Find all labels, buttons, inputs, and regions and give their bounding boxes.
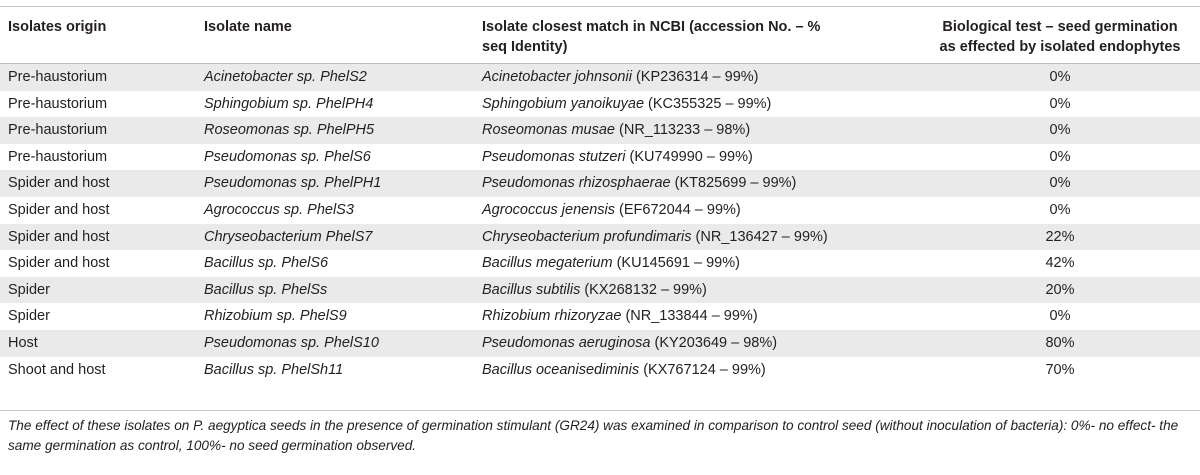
cell-ncbi-match — [474, 197, 920, 224]
match-accession: (KC355325 – 99%) — [644, 95, 772, 112]
header-ncbi-match-text: Isolate closest match in NCBI (accession No. – % seq Identity) — [482, 19, 821, 55]
cell-ncbi-match — [474, 224, 920, 251]
table-row — [0, 277, 1200, 304]
match-species: Bacillus subtilis — [482, 281, 581, 298]
match-accession: (EF672044 – 99%) — [615, 201, 741, 218]
cell-origin: Spider — [8, 281, 50, 298]
cell-origin: Pre-haustorium — [8, 148, 108, 165]
cell-isolate-name: Bacillus sp. PhelS6 — [204, 255, 329, 272]
match-species: Sphingobium yanoikuyae — [482, 95, 645, 112]
cell-isolate-name: Sphingobium sp. PhelPH4 — [204, 95, 374, 112]
table-row — [0, 224, 1200, 251]
cell-germination: 0% — [1049, 175, 1071, 192]
cell-ncbi-match — [474, 330, 920, 357]
cell-germination: 80% — [1045, 334, 1075, 351]
match-accession: (KU145691 – 99%) — [612, 255, 740, 272]
match-species: Rhizobium rhizoryzae — [482, 308, 622, 325]
cell-germination: 0% — [1049, 308, 1071, 325]
cell-isolate-name: Acinetobacter sp. PhelS2 — [204, 69, 367, 85]
cell-germination: 0% — [1049, 95, 1071, 112]
match-accession: (KX268132 – 99%) — [580, 281, 707, 298]
cell-germination: 0% — [1049, 201, 1071, 218]
match-species: Bacillus megaterium — [482, 255, 613, 272]
match-accession: (KU749990 – 99%) — [625, 148, 753, 165]
cell-origin: Spider and host — [8, 175, 110, 192]
table-row — [0, 197, 1200, 224]
isolates-table — [0, 6, 1200, 383]
cell-ncbi-match — [474, 64, 920, 91]
match-species: Roseomonas musae — [482, 122, 615, 139]
table-row — [0, 170, 1200, 197]
cell-isolate-name: Pseudomonas sp. PhelS6 — [204, 148, 371, 165]
header-ncbi-match — [474, 7, 920, 64]
match-species: Agrococcus jenensis — [482, 201, 615, 218]
match-species: Pseudomonas aeruginosa — [482, 334, 651, 351]
cell-isolate-name: Bacillus sp. PhelSh11 — [204, 361, 344, 378]
cell-ncbi-match — [474, 277, 920, 304]
match-accession: (KY203649 – 98%) — [650, 334, 778, 351]
match-species: Pseudomonas rhizosphaerae — [482, 175, 671, 192]
table-row — [0, 64, 1200, 91]
header-isolate-name: Isolate name — [204, 19, 292, 35]
cell-isolate-name: Roseomonas sp. PhelPH5 — [204, 122, 375, 139]
cell-origin: Pre-haustorium — [8, 69, 108, 85]
cell-ncbi-match — [474, 117, 920, 144]
table-bottom-rule — [0, 410, 1200, 411]
table-row — [0, 91, 1200, 118]
cell-origin: Spider — [8, 308, 50, 325]
table-header-row — [0, 7, 1200, 64]
table-row — [0, 357, 1200, 384]
cell-ncbi-match — [474, 170, 920, 197]
match-accession: (NR_136427 – 99%) — [691, 228, 828, 245]
match-species: Pseudomonas stutzeri — [482, 148, 626, 165]
cell-germination: 0% — [1049, 148, 1071, 165]
match-species: Acinetobacter johnsonii — [482, 69, 632, 85]
cell-isolate-name: Pseudomonas sp. PhelS10 — [204, 334, 379, 351]
cell-isolate-name: Bacillus sp. PhelSs — [204, 281, 328, 298]
cell-origin: Spider and host — [8, 201, 110, 218]
cell-isolate-name: Chryseobacterium PhelS7 — [204, 228, 373, 245]
cell-origin: Pre-haustorium — [8, 95, 108, 112]
cell-origin: Shoot and host — [8, 361, 106, 378]
match-accession: (NR_133844 – 99%) — [621, 308, 758, 325]
header-isolates-origin: Isolates origin — [8, 19, 107, 35]
match-accession: (NR_113233 – 98%) — [615, 122, 751, 139]
cell-germination: 20% — [1045, 281, 1075, 298]
cell-germination: 70% — [1045, 361, 1075, 378]
cell-ncbi-match — [474, 91, 920, 118]
table-body — [0, 64, 1200, 384]
cell-isolate-name: Rhizobium sp. PhelS9 — [204, 308, 347, 325]
match-accession: (KT825699 – 99%) — [670, 175, 797, 192]
cell-origin: Spider and host — [8, 255, 110, 272]
cell-germination: 0% — [1049, 122, 1071, 139]
header-biological-test — [920, 7, 1200, 64]
cell-isolate-name: Pseudomonas sp. PhelPH1 — [204, 175, 382, 192]
match-species: Bacillus oceanisediminis — [482, 361, 640, 378]
table-row — [0, 144, 1200, 171]
cell-isolate-name: Agrococcus sp. PhelS3 — [204, 201, 354, 218]
cell-germination: 42% — [1045, 255, 1075, 272]
table-row — [0, 250, 1200, 277]
cell-origin: Host — [8, 334, 38, 351]
cell-germination: 0% — [1049, 69, 1071, 85]
match-accession: (KX767124 – 99%) — [639, 361, 766, 378]
cell-ncbi-match — [474, 303, 920, 330]
table-row — [0, 303, 1200, 330]
table-row — [0, 117, 1200, 144]
cell-ncbi-match — [474, 250, 920, 277]
match-accession: (KP236314 – 99%) — [631, 69, 759, 85]
cell-germination: 22% — [1045, 228, 1075, 245]
cell-origin: Spider and host — [8, 228, 110, 245]
cell-ncbi-match — [474, 357, 920, 384]
cell-ncbi-match — [474, 144, 920, 171]
table-footnote: The effect of these isolates on P. aegyptica seeds in the presence of germination stimulant (GR24) was examined in comparison to control seed (without inoculation of bacteria): 0%- no effect- the same germination as control, 100%- no seed germination observed. — [8, 418, 1179, 453]
header-biological-test-text: Biological test – seed germination as effected by isolated endophytes — [939, 19, 1181, 55]
table-row — [0, 330, 1200, 357]
match-species: Chryseobacterium profundimaris — [482, 228, 692, 245]
cell-origin: Pre-haustorium — [8, 122, 108, 139]
